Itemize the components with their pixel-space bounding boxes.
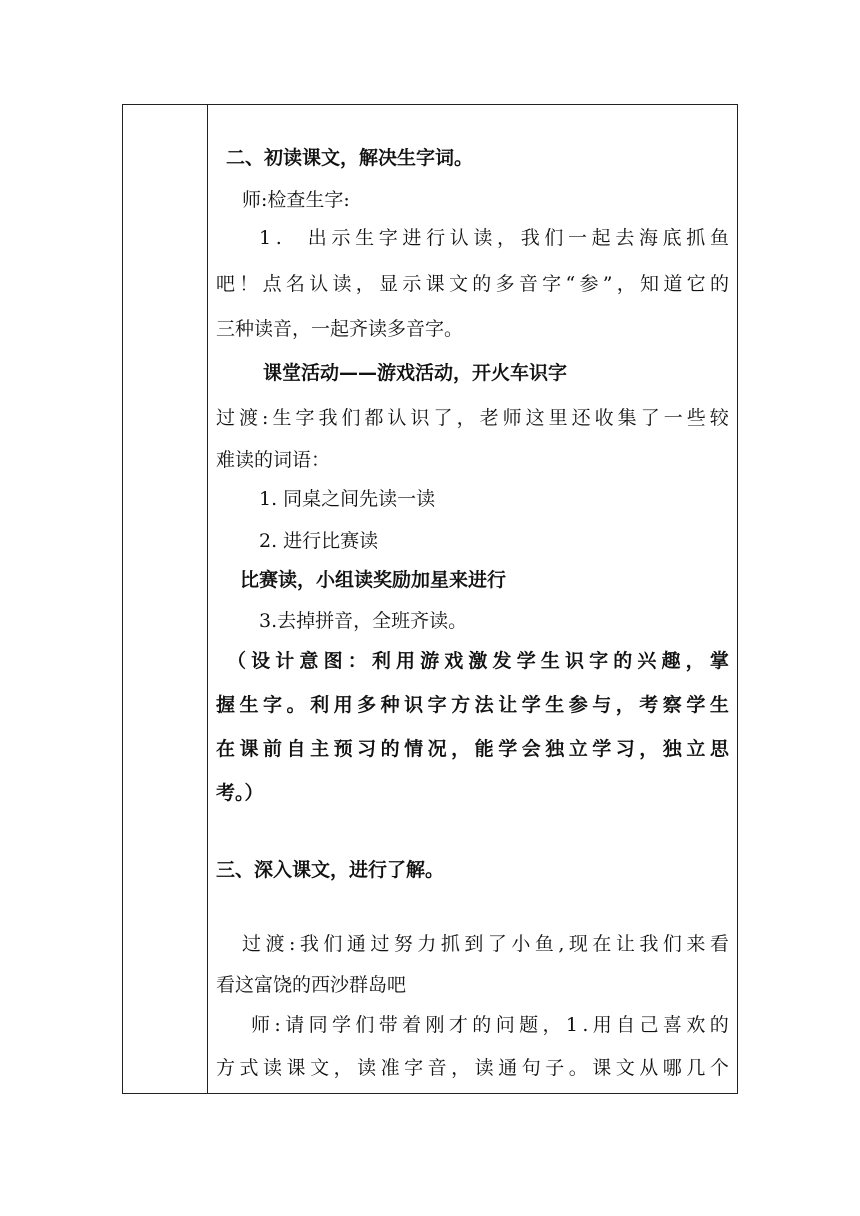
text-line: 过 渡 : 我 们 通 过 努 力 抓 到 了 小 鱼 , 现 在 让 我 们 来 看 bbox=[242, 933, 729, 955]
text-line: 课堂活动——游戏活动，开火车识字 bbox=[263, 362, 568, 384]
text-line: （ 设 计 意 图 ： 利 用 游 戏 激 发 学 生 识 字 的 兴 趣 ， 掌 bbox=[227, 650, 729, 672]
text-line: 过 渡 : 生 字 我 们 都 认 识 了 ， 老 师 这 里 还 收 集 了 一 些 较 bbox=[216, 407, 729, 429]
text-line: 在 课 前 自 主 预 习 的 情 况 ， 能 学 会 独 立 学 习 ， 独 立 思 bbox=[216, 738, 729, 760]
text-line: 看这富饶的西沙群岛吧 bbox=[216, 974, 407, 996]
text-line: 握 生 字 。 利 用 多 种 识 字 方 法 让 学 生 参 与 ， 考 察 学 生 bbox=[216, 694, 729, 716]
text-line: 考。） bbox=[216, 782, 264, 804]
left-column-empty-cell bbox=[123, 105, 207, 1093]
text-line: 难读的词语： bbox=[216, 449, 331, 471]
text-line: 比赛读，小组读奖励加星来进行 bbox=[240, 569, 507, 591]
text-line: 师 : 请 同 学 们 带 着 刚 才 的 问 题 ， 1 . 用 自 己 喜 欢 的 bbox=[251, 1014, 729, 1036]
text-line: 师:检查生字: bbox=[242, 189, 350, 211]
text-line: 2. 进行比赛读 bbox=[259, 530, 379, 552]
text-line: 1 . 出 示 生 字 进 行 认 读 ， 我 们 一 起 去 海 底 抓 鱼 bbox=[259, 227, 729, 249]
text-line: 3.去掉拼音，全班齐读。 bbox=[259, 610, 468, 632]
text-line: 三、深入课文，进行了解。 bbox=[216, 859, 445, 881]
text-line: 三种读音，一起齐读多音字。 bbox=[216, 318, 464, 340]
text-line: 方 式 读 课 文 ， 读 准 字 音 ， 读 通 句 子 。 课 文 从 哪 几 个 bbox=[216, 1057, 729, 1079]
text-line: 1. 同桌之间先读一读 bbox=[259, 488, 436, 510]
text-line: 吧 ！ 点 名 认 读 ， 显 示 课 文 的 多 音 字 “ 参 ” ， 知 道 它 的 bbox=[216, 273, 729, 295]
text-line: 二、初读课文，解决生字词。 bbox=[226, 147, 474, 169]
column-divider bbox=[207, 105, 208, 1093]
